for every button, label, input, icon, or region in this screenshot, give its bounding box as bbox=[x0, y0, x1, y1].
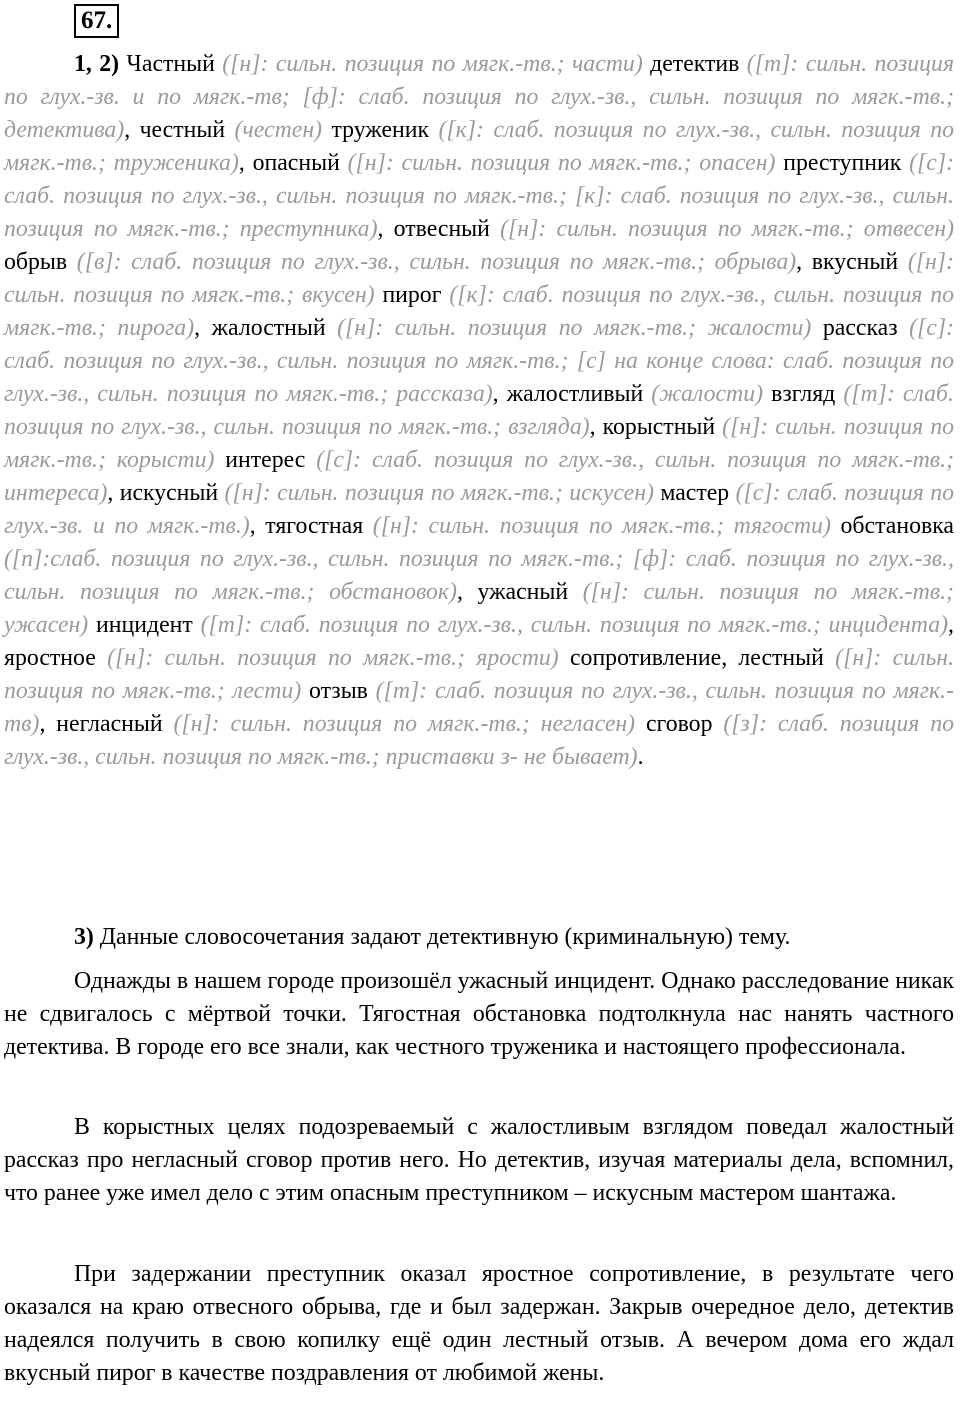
analyzed-word: тягостная bbox=[265, 513, 364, 539]
phonetic-comment: ([н]: сильн. позиция по мягк.-тв.; корысти) bbox=[4, 414, 954, 473]
analyzed-word: опасный bbox=[252, 150, 340, 176]
phonetic-comment: ([т]: слаб. позиция по глух.-зв., сильн. позиция по мягк.-тв) bbox=[4, 678, 955, 737]
separator: , bbox=[194, 315, 201, 341]
analyzed-word: пирог bbox=[382, 282, 442, 308]
story-paragraph-1: Однажды в нашем городе произошёл ужасный инцидент. Однако расследование никак не сдвигалось с мёртвой точки. Тягостная обстановка подтолкнула нас нанять частного детектива. В городе его все знали, как честного труженика и настоящего профессионала. bbox=[4, 968, 954, 1060]
separator: , bbox=[238, 150, 245, 176]
phonetic-comment: ([н]: сильн. позиция по мягк.-тв.; части) bbox=[222, 51, 643, 77]
phonetic-comment: ([н]: сильн. позиция по мягк.-тв.; негласен) bbox=[173, 711, 636, 737]
phonetic-comment: ([с]: слаб. позиция по глух.-зв., сильн. позиция по мягк.-тв.; [с] на конце слова: слаб. позиция по глух.-зв., сильн. позиция по мягк.-тв.; рассказа) bbox=[4, 315, 955, 407]
phonetic-comment: ([н]: сильн. позиция по мягк.-тв.; искусен) bbox=[224, 480, 654, 506]
analyzed-word: ужасный bbox=[477, 579, 569, 605]
analyzed-word: корыстный bbox=[602, 414, 716, 440]
phonetic-comment: ([н]: сильн. позиция по мягк.-тв.; лести) bbox=[4, 645, 955, 704]
phonetic-comment: ([з]: слаб. позиция по глух.-зв., сильн. позиция по мягк.-тв.; приставки з- не бывает) bbox=[4, 711, 954, 770]
separator: , bbox=[39, 711, 46, 737]
separator: , bbox=[492, 381, 499, 407]
phonetic-comment: ([с]: слаб. позиция по глух.-зв., сильн. позиция по мягк.-тв.; [к]: слаб. позиция по глух.-зв., сильн. позиция по мягк.-тв.; преступника) bbox=[4, 150, 955, 242]
phonetic-comment: ([т]: слаб. позиция по глух.-зв., сильн. позиция по мягк.-тв.; инцидента) bbox=[200, 612, 949, 638]
analyzed-word: Частный bbox=[126, 51, 215, 77]
analyzed-word: жалостливый bbox=[506, 381, 644, 407]
phonetic-comment: ([к]: слаб. позиция по глух.-зв., сильн. позиция по мягк.-тв.; пирога) bbox=[4, 282, 955, 341]
analyzed-word: яростное bbox=[4, 645, 96, 671]
separator: , bbox=[456, 579, 463, 605]
analyzed-word: преступник bbox=[783, 150, 902, 176]
story-paragraph-3: При задержании преступник оказал яростное сопротивление, в результате чего оказался на краю отвесного обрыва, где и был задержан. Закрыв очередное дело, детектив надеялся получить в свою копилку ещё один лестный отзыв. А вечером дома его ждал вкусный пирог в качестве поздравления от любимой жены. bbox=[4, 1261, 954, 1386]
analyzed-word: лестный bbox=[738, 645, 824, 671]
phonetic-comment: ([в]: слаб. позиция по глух.-зв., сильн. позиция по мягк.-тв.; обрыва) bbox=[76, 249, 797, 275]
phonetic-comment: ([н]: сильн. позиция по мягк.-тв.; опасен) bbox=[347, 150, 776, 176]
analyzed-word: вкусный bbox=[811, 249, 899, 275]
separator: , bbox=[589, 414, 596, 440]
analyzed-word: жалостный bbox=[211, 315, 326, 341]
phonetic-comment: ([т]: сильн. позиция по глух.-зв. и по мягк.-тв; [ф]: слаб. позиция по глух.-зв., сильн. позиция по мягк.-тв.; детектива) bbox=[4, 51, 955, 143]
analyzed-word: отвесный bbox=[393, 216, 490, 242]
analyzed-word: сопротивление, bbox=[569, 645, 728, 671]
analyzed-word: обрыв bbox=[4, 249, 68, 275]
separator: , bbox=[107, 480, 114, 506]
analyzed-word: интерес bbox=[225, 447, 306, 473]
exercise-number: 67. bbox=[74, 4, 119, 38]
q12-label: 1, 2) bbox=[74, 51, 120, 77]
phonetic-comment: ([н]: сильн. позиция по мягк.-тв.; ужасен) bbox=[4, 579, 954, 638]
analyzed-word: сговор bbox=[645, 711, 713, 737]
phonetic-comment: (жалости) bbox=[651, 381, 764, 407]
separator: , bbox=[124, 117, 131, 143]
analyzed-word: мастер bbox=[660, 480, 730, 506]
answer-1-2 bbox=[4, 48, 954, 774]
analyzed-word: искусный bbox=[119, 480, 219, 506]
phonetic-comment: ([с]: слаб. позиция по глух.-зв., сильн. позиция по мягк.-тв.; интереса) bbox=[4, 447, 954, 506]
analyzed-word: труженик bbox=[331, 117, 430, 143]
phonetic-comment: ([с]: слаб. позиция по глух.-зв. и по мягк.-тв.) bbox=[4, 480, 954, 539]
phonetic-comment: ([н]: сильн. позиция по мягк.-тв.; вкусен) bbox=[4, 249, 954, 308]
phonetic-comment: ([н]: сильн. позиция по мягк.-тв.; ярости) bbox=[107, 645, 559, 671]
analyzed-word: отзыв bbox=[309, 678, 368, 704]
phonetic-comment: ([н]: сильн. позиция по мягк.-тв.; отвесен) bbox=[500, 216, 955, 242]
separator: . bbox=[637, 744, 644, 770]
analyzed-word: негласный bbox=[56, 711, 163, 737]
phonetic-comment: ([т]: слаб. позиция по глух.-зв., сильн. позиция по мягк.-тв.; взгляда) bbox=[4, 381, 954, 440]
analyzed-word: детектив bbox=[650, 51, 740, 77]
separator: , bbox=[377, 216, 384, 242]
separator: , bbox=[948, 612, 954, 638]
word-analysis-list bbox=[4, 51, 954, 770]
analyzed-word: инцидент bbox=[96, 612, 193, 638]
separator: , bbox=[249, 513, 256, 539]
analyzed-word: взгляд bbox=[771, 381, 836, 407]
q3-text: Данные словосочетания задают детективную (криминальную) тему. bbox=[99, 924, 791, 950]
phonetic-comment: ([к]: слаб. позиция по глух.-зв., сильн. позиция по мягк.-тв.; труженика) bbox=[4, 117, 954, 176]
separator: , bbox=[796, 249, 803, 275]
phonetic-comment: ([н]: сильн. позиция по мягк.-тв.; жалости) bbox=[337, 315, 812, 341]
q3-label: 3) bbox=[74, 924, 94, 950]
phonetic-comment: (честен) bbox=[234, 117, 323, 143]
answer-3 bbox=[4, 921, 954, 954]
analyzed-word: обстановка bbox=[840, 513, 954, 539]
analyzed-word: рассказ bbox=[822, 315, 898, 341]
phonetic-comment: ([н]: сильн. позиция по мягк.-тв.; тягости) bbox=[372, 513, 831, 539]
analyzed-word: честный bbox=[139, 117, 226, 143]
story-paragraph-2: В корыстных целях подозреваемый с жалостливым взглядом поведал жалостный рассказ про негласный сговор против него. Но детектив, изучая материалы дела, вспомнил, что ранее уже имел дело с этим опасным преступником – искусным мастером шантажа. bbox=[4, 1114, 954, 1206]
phonetic-comment: ([п]:слаб. позиция по глух.-зв., сильн. позиция по мягк.-тв.; [ф]: слаб. позиция по глух.-зв., сильн. позиция по мягк.-тв.; обстановок) bbox=[4, 546, 954, 605]
